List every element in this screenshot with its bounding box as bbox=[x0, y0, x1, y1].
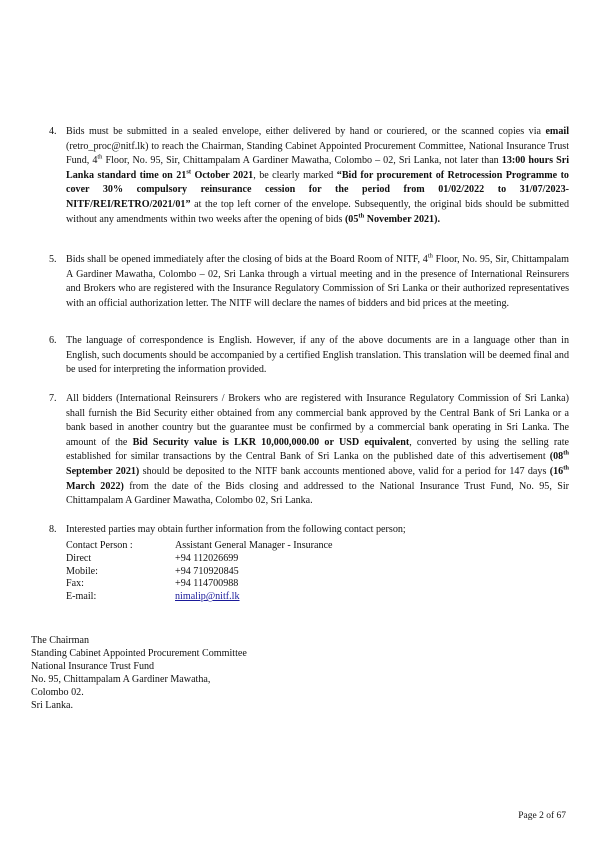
contact-row bbox=[66, 590, 386, 603]
contact-label: E-mail: bbox=[66, 591, 97, 603]
clause-number: 5. bbox=[49, 254, 57, 265]
ordinal-suffix: th bbox=[563, 450, 569, 458]
text-run: Floor, No. 95, Sir, Chittampalam A Gardiner Mawatha, Colombo – 02, Sri Lanka through a virtual meeting and in the presence of International Reinsurers and Brokers who are registered with the Insurance Regulatory Commission of Sri Lanka or their authorized representatives with an official authorization letter. The NITF will declare the names of bidders and bid prices at the meeting. bbox=[66, 254, 569, 309]
clause-text bbox=[66, 253, 569, 311]
text-run: The language of correspondence is English. However, if any of the above documents are in a language other than in English, such documents should be accompanied by a certified English translation. This translation will be deemed final and be used for interpreting the information provided. bbox=[66, 335, 569, 376]
text-run: Floor, No. 95, Sir, Chittampalam A Gardiner Mawatha, Colombo – 02, Sri Lanka, not later than bbox=[102, 155, 502, 167]
contact-value: +94 112026699 bbox=[175, 552, 239, 564]
clause-number: 8. bbox=[49, 524, 57, 535]
text-run: , be clearly marked bbox=[253, 169, 337, 181]
page-number: Page 2 of 67 bbox=[518, 811, 566, 821]
bold-text: November 2021). bbox=[364, 213, 440, 225]
address-line: No. 95, Chittampalam A Gardiner Mawatha, bbox=[31, 673, 211, 685]
ordinal-suffix: th bbox=[563, 464, 570, 472]
contact-label: Direct bbox=[66, 552, 92, 564]
contact-label: Contact Person : bbox=[66, 540, 133, 551]
bold-text: September 2021) bbox=[66, 465, 140, 477]
bold-text: (08 bbox=[549, 451, 564, 463]
bold-text: March 2022) bbox=[66, 480, 124, 492]
contact-row bbox=[66, 539, 386, 552]
bold-text: October 2021 bbox=[191, 169, 254, 181]
contact-value: +94 710920845 bbox=[175, 565, 239, 577]
text-run: from the date of the Bids closing and addressed to the National Insurance Trust Fund, No. 95, Sir Chittampalam A Gardiner Mawatha, Colombo 02, Sri Lanka. bbox=[66, 480, 569, 507]
address-block bbox=[31, 635, 351, 712]
contact-row bbox=[66, 552, 386, 565]
ordinal-suffix: th bbox=[97, 153, 103, 161]
email-link[interactable]: nimalip@nitf.lk bbox=[175, 591, 240, 603]
contact-label: Fax: bbox=[66, 578, 84, 590]
text-run: Interested parties may obtain further information from the following contact person; bbox=[66, 524, 406, 535]
contact-value: Assistant General Manager - Insurance bbox=[175, 540, 333, 551]
text-run: Bids shall be opened immediately after the closing of bids at the Board Room of NITF, 4 bbox=[66, 254, 428, 265]
text-run: All bidders (International Reinsurers / Brokers who are registered with Insurance Regulatory Commission of Sri Lanka) shall furnish the Bid Security either obtained from any commercial bank approved by the Central Bank of Sri Lanka or a bank based in another country but the guarantee must be confirmed by a commercial bank operating in Sri Lanka. The amount of the bbox=[66, 393, 569, 448]
bold-text: Bid Security value is LKR 10,000,000.00 or USD equivalent bbox=[132, 436, 410, 448]
clause-number: 4. bbox=[49, 126, 57, 137]
contact-row bbox=[66, 577, 386, 590]
text-run: at the top left corner of the envelope. Subsequently, the original bids should be submitted without any amendments within two weeks after the opening of bids bbox=[66, 198, 569, 225]
address-line: National Insurance Trust Fund bbox=[31, 660, 155, 672]
text-run: should be deposited to the NITF bank accounts mentioned above, valid for a period for 147 days bbox=[139, 465, 550, 477]
bold-text: 13:00 hours Sri Lanka standard time on 21 bbox=[66, 155, 569, 181]
clause-text bbox=[66, 523, 569, 538]
clause-text bbox=[66, 125, 569, 227]
clause-text bbox=[66, 392, 569, 509]
ordinal-suffix: th bbox=[427, 252, 433, 260]
text-run: , converted by using the selling rate established for similar transactions by the Central Bank of Sri Lanka on the published date of this advertisement bbox=[66, 436, 570, 463]
bold-text: (16 bbox=[549, 465, 564, 477]
bold-text: “Bid for procurement of Retrocession Programme to cover 30% compulsory reinsurance cession for the period from 01/02/2022 to 31/07/2023- NITF/REI/RETRO/2021/01” bbox=[66, 169, 569, 210]
clause-number: 7. bbox=[49, 393, 57, 404]
ordinal-suffix: th bbox=[358, 212, 365, 220]
bold-text: (05 bbox=[344, 213, 359, 225]
ordinal-suffix: st bbox=[186, 168, 192, 176]
contact-row bbox=[66, 565, 386, 578]
text-run: (retro_proc@nitf.lk) to reach the Chairman, Standing Cabinet Appointed Procurement Committee, National Insurance Trust Fund, 4 bbox=[66, 140, 569, 167]
bold-text: email bbox=[545, 126, 569, 137]
clause-number: 6. bbox=[49, 335, 57, 346]
contact-value: +94 114700988 bbox=[175, 578, 239, 590]
contact-label: Mobile: bbox=[66, 565, 98, 577]
address-line: The Chairman bbox=[31, 635, 90, 646]
address-line: Colombo 02. bbox=[31, 686, 84, 698]
address-line: Sri Lanka. bbox=[31, 699, 74, 711]
contact-table bbox=[66, 539, 386, 603]
address-line: Standing Cabinet Appointed Procurement Committee bbox=[31, 647, 247, 659]
clause-text bbox=[66, 334, 569, 378]
text-run: Bids must be submitted in a sealed envelope, either delivered by hand or couriered, or the scanned copies via bbox=[66, 126, 546, 137]
